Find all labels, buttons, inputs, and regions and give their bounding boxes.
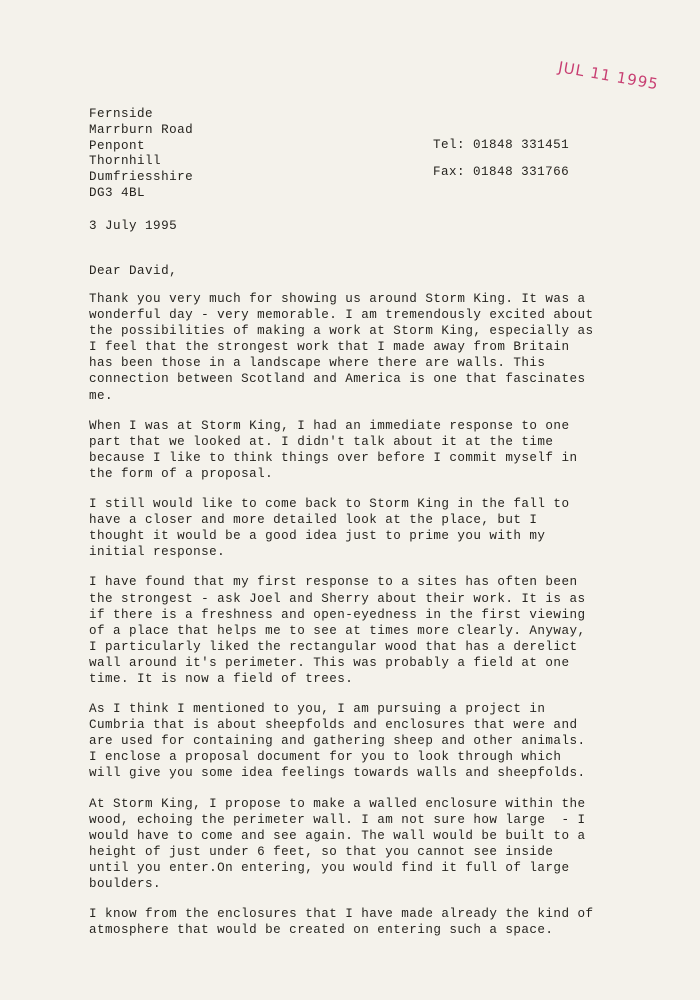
- body-paragraph: [89, 291, 634, 404]
- text-line: As I think I mentioned to you, I am pursuing a project in: [89, 702, 546, 717]
- address-line: Dumfriesshire: [89, 170, 194, 185]
- text-line: part that we looked at. I didn't talk about it at the time: [89, 434, 554, 449]
- text-line: if there is a freshness and open-eyedness in the first viewing: [89, 607, 586, 622]
- text-line: I feel that the strongest work that I made away from Britain: [89, 340, 570, 355]
- text-line: atmosphere that would be created on entering such a space.: [89, 923, 554, 938]
- address-line: Penpont: [89, 138, 146, 153]
- letter-body: [89, 291, 634, 952]
- date-received-stamp: JUL 11 1995: [556, 58, 661, 94]
- salutation: Dear David,: [89, 264, 178, 278]
- text-line: Cumbria that is about sheepfolds and enclosures that were and: [89, 718, 578, 733]
- text-line: are used for containing and gathering sheep and other animals.: [89, 734, 586, 749]
- text-line: Thank you very much for showing us around Storm King. It was a: [89, 292, 586, 306]
- text-line: I have found that my first response to a sites has often been: [89, 575, 578, 590]
- text-line: boulders.: [89, 877, 162, 891]
- telephone-number: Tel: 01848 331451: [433, 138, 570, 152]
- address-line: Thornhill: [89, 154, 162, 169]
- letter-date: 3 July 1995: [89, 219, 178, 233]
- text-line: the possibilities of making a work at Storm King, especially as: [89, 324, 594, 339]
- text-line: time. It is now a field of trees.: [89, 671, 354, 686]
- sender-address: [89, 107, 193, 202]
- text-line: connection between Scotland and America is one that fascinates: [89, 372, 586, 387]
- address-line: DG3 4BL: [89, 185, 146, 200]
- text-line: the form of a proposal.: [89, 466, 274, 481]
- text-line: At Storm King, I propose to make a walled enclosure within the: [89, 796, 586, 811]
- body-paragraph: [89, 418, 634, 482]
- address-line: Marrburn Road: [89, 122, 194, 137]
- body-paragraph: [89, 574, 634, 687]
- fax-number: Fax: 01848 331766: [433, 165, 570, 179]
- text-line: initial response.: [89, 545, 226, 560]
- text-line: wonderful day - very memorable. I am tremendously excited about: [89, 308, 594, 323]
- text-line: thought it would be a good idea just to prime you with my: [89, 529, 546, 544]
- text-line: have a closer and more detailed look at the place, but I: [89, 513, 538, 528]
- body-paragraph: [89, 701, 634, 781]
- text-line: me.: [89, 388, 114, 403]
- text-line: height of just under 6 feet, so that you cannot see inside: [89, 844, 554, 859]
- text-line: I still would like to come back to Storm King in the fall to: [89, 497, 570, 512]
- address-line: Fernside: [89, 107, 154, 121]
- body-paragraph: [89, 796, 634, 893]
- body-paragraph: [89, 496, 634, 560]
- text-line: has been those in a landscape where there are walls. This: [89, 356, 546, 371]
- text-line: the strongest - ask Joel and Sherry about their work. It is as: [89, 591, 586, 606]
- text-line: wall around it's perimeter. This was probably a field at one: [89, 655, 570, 670]
- text-line: I particularly liked the rectangular wood that has a derelict: [89, 639, 578, 654]
- text-line: until you enter.On entering, you would find it full of large: [89, 860, 570, 875]
- text-line: wood, echoing the perimeter wall. I am not sure how large - I: [89, 812, 586, 827]
- text-line: of a place that helps me to see at times more clearly. Anyway,: [89, 623, 586, 638]
- text-line: because I like to think things over before I commit myself in: [89, 450, 578, 465]
- text-line: I enclose a proposal document for you to look through which: [89, 750, 562, 765]
- text-line: I know from the enclosures that I have made already the kind of: [89, 907, 594, 922]
- text-line: will give you some idea feelings towards walls and sheepfolds.: [89, 766, 586, 781]
- text-line: When I was at Storm King, I had an immediate response to one: [89, 418, 570, 433]
- body-paragraph: [89, 906, 634, 938]
- text-line: would have to come and see again. The wall would be built to a: [89, 828, 586, 843]
